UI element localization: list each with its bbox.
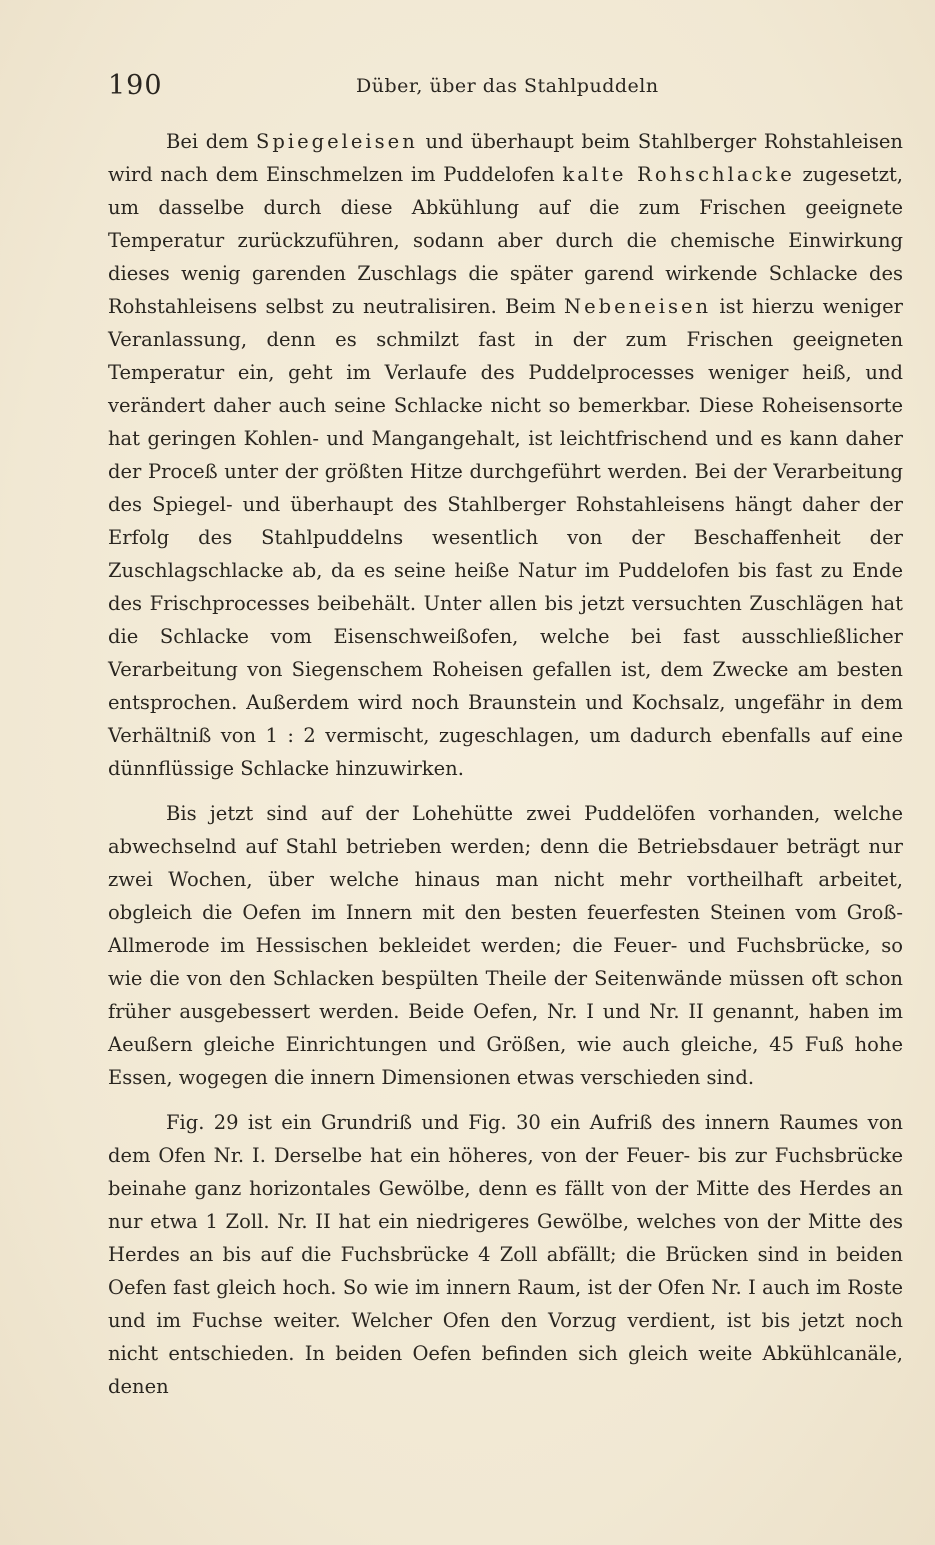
- text-run: zugesetzt, um dasselbe durch diese Abkühlung auf die zum Frischen geeignete Temperatur zurückzuführen, sodann aber durch die chemische Einwirkung dieses wenig garenden Zuschlags die später garend wirkende Schlacke des Rohstahleisens selbst zu neutralisiren. Beim: [108, 163, 903, 318]
- paragraph: [108, 125, 903, 785]
- emphasized-term: Nebeneisen: [564, 295, 712, 318]
- text-run: ist hierzu weniger Veranlassung, denn es schmilzt fast in der zum Frischen geeigneten Temperatur ein, geht im Verlaufe des Puddelprocesses weniger heiß, und verändert daher auch seine Schlacke nicht so bemerkbar. Diese Roheisensorte hat geringen Kohlen- und Mangangehalt, ist leichtfrischend und es kann daher der Proceß unter der größten Hitze durchgeführt werden. Bei der Verarbeitung des Spiegel- und überhaupt des Stahlberger Rohstahleisens hängt daher der Erfolg des Stahlpuddelns wesentlich von der Beschaffenheit der Zuschlagschlacke ab, da es seine heiße Natur im Puddelofen bis fast zu Ende des Frischprocesses beibehält. Unter allen bis jetzt versuchten Zuschlägen hat die Schlacke vom Eisenschweißofen, welche bei fast ausschließlicher Verarbeitung von Siegenschem Roheisen gefallen ist, dem Zwecke am besten entsprochen. Außerdem wird noch Braunstein und Kochsalz, ungefähr in dem Verhältniß von 1 : 2 vermischt, zugeschlagen, um dadurch ebenfalls auf eine dünnflüssige Schlacke hinzuwirken.: [108, 295, 903, 780]
- text-run: Bei dem: [166, 130, 257, 153]
- running-head: Düber, über das Stahlpuddeln: [356, 75, 659, 97]
- paragraph: [108, 1106, 903, 1403]
- paragraph: [108, 797, 903, 1094]
- emphasized-term: Spiegeleisen: [256, 130, 418, 153]
- page-header: [108, 70, 903, 106]
- body-text: [108, 125, 903, 1415]
- text-run: Fig. 29 ist ein Grundriß und Fig. 30 ein Aufriß des innern Raumes von dem Ofen Nr. I. Derselbe hat ein höheres, von der Feuer- bis zur Fuchsbrücke beinahe ganz horizontales Gewölbe, denn es fällt von der Mitte des Herdes an nur etwa 1 Zoll. Nr. II hat ein niedrigeres Gewölbe, welches von der Mitte des Herdes an bis auf die Fuchsbrücke 4 Zoll abfällt; die Brücken sind in beiden Oefen fast gleich hoch. So wie im innern Raum, ist der Ofen Nr. I auch im Roste und im Fuchse weiter. Welcher Ofen den Vorzug verdient, ist bis jetzt noch nicht entschieden. In beiden Oefen befinden sich gleich weite Abkühlcanäle, denen: [108, 1111, 903, 1398]
- page-number: 190: [108, 70, 163, 101]
- text-run: und überhaupt beim Stahlberger Rohstahleisen wird nach dem Einschmelzen im Puddelofen: [108, 130, 903, 186]
- emphasized-term: kalte Rohschlacke: [562, 163, 795, 186]
- text-run: Bis jetzt sind auf der Lohehütte zwei Puddelöfen vorhanden, welche abwechselnd auf Stahl betrieben werden; denn die Betriebsdauer beträgt nur zwei Wochen, über welche hinaus man nicht mehr vortheilhaft arbeitet, obgleich die Oefen im Innern mit den besten feuerfesten Steinen vom Groß-Allmerode im Hessischen bekleidet werden; die Feuer- und Fuchsbrücke, so wie die von den Schlacken bespülten Theile der Seitenwände müssen oft schon früher ausgebessert werden. Beide Oefen, Nr. I und Nr. II genannt, haben im Aeußern gleiche Einrichtungen und Größen, wie auch gleiche, 45 Fuß hohe Essen, wogegen die innern Dimensionen etwas verschieden sind.: [108, 802, 903, 1089]
